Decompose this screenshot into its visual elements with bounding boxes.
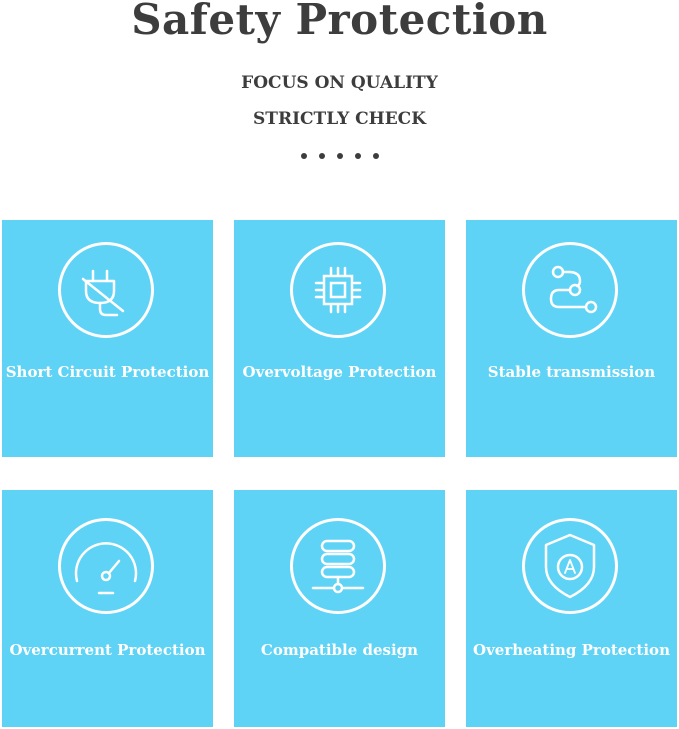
icon-circle <box>58 242 154 338</box>
decorative-dots <box>0 153 679 159</box>
unplugged-plug-icon <box>61 245 151 335</box>
icon-circle <box>522 242 618 338</box>
gauge-icon <box>61 521 151 611</box>
card-overcurrent-protection <box>2 490 213 727</box>
route-path-icon <box>525 245 615 335</box>
icon-circle <box>58 518 154 614</box>
card-stable-transmission <box>466 220 677 457</box>
card-overheating-protection <box>466 490 677 727</box>
dot <box>373 153 379 159</box>
card-overvoltage-protection <box>234 220 445 457</box>
chip-icon <box>293 245 383 335</box>
card-label: Overvoltage Protection <box>242 363 437 381</box>
card-label: Stable transmission <box>487 363 656 381</box>
card-short-circuit-protection <box>2 220 213 457</box>
dot <box>319 153 325 159</box>
icon-circle <box>522 518 618 614</box>
dot <box>337 153 343 159</box>
subtitle-focus-on-quality: FOCUS ON QUALITY <box>241 73 438 93</box>
card-label: Short Circuit Protection <box>5 363 210 381</box>
dot <box>301 153 307 159</box>
card-label: Overcurrent Protection <box>9 641 206 659</box>
card-label: Compatible design <box>260 641 419 659</box>
server-network-icon <box>293 521 383 611</box>
page-title: Safety Protection <box>131 0 548 44</box>
shield-ampere-icon <box>525 521 615 611</box>
card-label: Overheating Protection <box>473 641 670 659</box>
icon-circle <box>290 242 386 338</box>
subtitle-strictly-check: STRICTLY CHECK <box>253 109 426 129</box>
icon-circle <box>290 518 386 614</box>
dot <box>355 153 361 159</box>
card-compatible-design <box>234 490 445 727</box>
